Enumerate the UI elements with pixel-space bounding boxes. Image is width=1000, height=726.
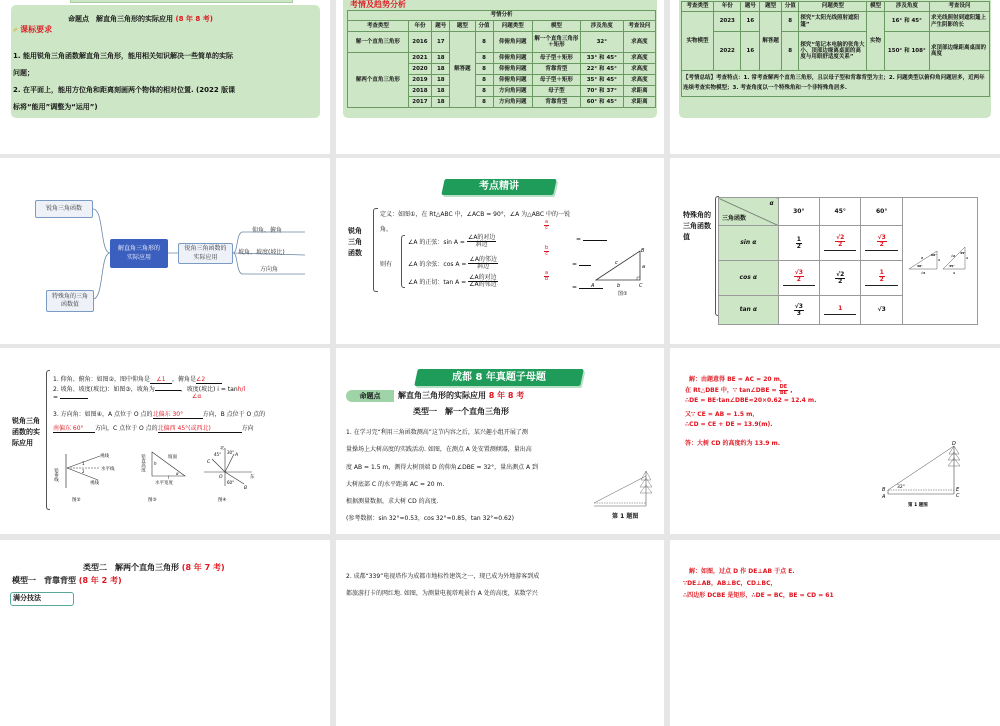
cell: 解答题 — [450, 32, 475, 108]
problem-line: 1. 在学习完“利用三角函数测高”这节内容之后，某兴趣小组开展了测 — [346, 429, 528, 436]
blank-cos: = — [572, 261, 591, 268]
slope-eq: = — [53, 394, 88, 401]
problem-line: 量操场上大树高度的实践活动. 如图，在测点 A 处安置测倾器，量出高 — [346, 446, 532, 453]
problem-line: 大树底部 C 的水平距离 AC = 20 m. — [346, 481, 445, 488]
svg-text:D: D — [952, 441, 956, 447]
slide-thumbnail-12[interactable] — [670, 540, 1000, 726]
direction-line: 3. 方向角：如图④，A 点位于 O 点的北偏东 30° 方向，B 点位于 O 点的 — [53, 411, 266, 418]
solution-line: 解：由题意得 BE = AC = 20 m， — [689, 376, 786, 383]
inner-brace — [401, 235, 405, 288]
func-label: sin α — [719, 225, 779, 260]
slide-thumbnail-10[interactable] — [0, 540, 330, 726]
reference-triangles — [902, 198, 977, 325]
cell: 仰俯角问题 — [493, 75, 532, 86]
brace — [373, 208, 378, 292]
svg-text:A: A — [235, 453, 239, 458]
top-strip — [70, 0, 293, 3]
special-triangles-figure — [907, 245, 973, 275]
cell: 方向角问题 — [493, 86, 532, 97]
tip-box: 满分技法 — [10, 592, 74, 606]
cell: 32° — [580, 32, 623, 53]
cell: 18 — [432, 86, 450, 97]
type-heading: 类型二 解两个直角三角形 (8 年 7 考) — [83, 563, 225, 572]
direction-line-2: 南偏东 60° 方向，C 点位于 O 点的北偏西 45°(或西北) 方向 — [53, 425, 254, 432]
cell: 8 — [475, 75, 493, 86]
cell: 8 — [475, 64, 493, 75]
section-banner: 成都 8 年真题子母题 — [414, 369, 584, 386]
section-heading: ✐ 课标要求 — [13, 25, 53, 34]
svg-text:h: h — [154, 461, 157, 466]
blank-tan: = — [572, 284, 603, 291]
cell: 仰俯角问题 — [493, 53, 532, 64]
topic-tag: 命题点 — [346, 390, 394, 402]
cell: 问题类型 — [799, 2, 867, 12]
cell: 2021 — [408, 53, 432, 64]
table-title: 考情分析 — [348, 11, 656, 21]
svg-text:C: C — [207, 460, 211, 465]
value-cell: $\frac{√2}{2}$ — [820, 225, 861, 260]
cell: 18 — [432, 64, 450, 75]
table-row — [348, 32, 656, 53]
definition-cont: 角， — [380, 226, 393, 233]
solution-line: ∴四边形 DCBE 是矩形，∴DE = BC，BE = CD = 61 — [683, 592, 834, 599]
cell: 题号 — [432, 21, 450, 32]
cell: 求顶部边缘距离桌面的高度 — [930, 32, 990, 71]
node-acute-trig: 锐角三角函数 — [35, 200, 93, 218]
cell: 8 — [475, 32, 493, 53]
svg-text:α: α — [176, 471, 179, 476]
cell: 150° 和 108° — [884, 32, 929, 71]
angle-header: 45° — [820, 198, 861, 226]
cell: 17 — [432, 32, 450, 53]
svg-text:坡面: 坡面 — [168, 455, 177, 460]
cell: 题型 — [450, 21, 475, 32]
angle-header: 60° — [861, 198, 902, 226]
cell: 求高度 — [623, 32, 655, 53]
svg-text:1: 1 — [82, 461, 85, 466]
cell: 母子型＋矩形 — [532, 75, 580, 86]
cell: 2016 — [408, 32, 432, 53]
cell: 2020 — [408, 64, 432, 75]
svg-text:铅垂线: 铅垂线 — [53, 468, 59, 482]
sin-row: ∠A 的正弦：sin A = $\frac{\text{∠A的对边}}{\text{斜边}}$ — [408, 234, 496, 248]
cell: 8 — [782, 12, 799, 32]
slope-line: 2. 坡角、坡度(坡比)：如图③，坡角为 ，坡度(坡比) i = tanh/l — [53, 386, 246, 393]
svg-text:铅直高度: 铅直高度 — [140, 454, 146, 472]
cell: 8 — [475, 97, 493, 108]
topic-label: 锐角三角函数 — [348, 227, 362, 258]
slide-thumbnail-7[interactable] — [0, 348, 330, 534]
solution-line: 解：如图，过点 D 作 DE⊥AB 于点 E. — [689, 568, 795, 575]
svg-text:30°: 30° — [916, 264, 923, 268]
definition: 定义：如图①，在 Rt△ABC 中，∠ACB = 90°，∠A 为△ABC 中的一锐 — [380, 211, 571, 218]
solution-line: ∴DE = BE·tan∠DBE≈20×0.62 = 12.4 m. — [685, 397, 817, 404]
cell: 分值 — [782, 2, 799, 12]
slide-thumbnail-mindmap[interactable] — [0, 158, 330, 344]
slide-thumbnail-3[interactable] — [670, 0, 1000, 154]
exam-analysis-table — [347, 10, 656, 108]
svg-text:1: 1 — [952, 271, 956, 275]
cell: 考查类型 — [348, 21, 409, 32]
answer-sin: $\frac{a}{c}$ — [545, 219, 549, 231]
answer-tan: $\frac{a}{b}$ — [544, 270, 549, 282]
cell: 2017 — [408, 97, 432, 108]
cell: 仰俯角问题 — [493, 32, 532, 53]
section-heading: 考情及趋势分析 — [350, 0, 406, 9]
cell: 求高度 — [623, 75, 655, 86]
topic-label: 特殊角的三角函数值 — [683, 211, 711, 242]
svg-text:c: c — [615, 260, 618, 266]
svg-text:视线: 视线 — [100, 454, 109, 459]
cell: 探究“笔记本电脑的张角大小、顶部边缘离桌面的高度与用眼舒适度关系” — [799, 32, 867, 71]
cell: 33° 和 45° — [580, 53, 623, 64]
cell: 60° 和 45° — [580, 97, 623, 108]
cell: 模型 — [867, 2, 884, 12]
cell: 涉及角度 — [580, 21, 623, 32]
slide-thumbnail-11[interactable] — [336, 540, 664, 726]
title-text: 命题点 解直角三角形的实际应用 — [68, 15, 173, 23]
cell: 求高度 — [623, 53, 655, 64]
slide-thumbnail-2[interactable] — [336, 0, 664, 154]
cell: 年份 — [408, 21, 432, 32]
problem-1-figure — [878, 438, 968, 508]
svg-text:2: 2 — [920, 256, 924, 260]
cell: 探究“太阳光线照射遮阳篷” — [799, 12, 867, 32]
cell: 题号 — [741, 2, 760, 12]
slide-thumbnail-9[interactable] — [670, 348, 1000, 534]
summary-cell: 【考情总结】考查特点：1. 常考查解两个直角三角形，且以母子型和背靠背型为主；2. 问题类型以俯仰角问题居多，近两年连续考查实物模型；3. 考查角度以一个特殊角和一个非特殊角居多. — [682, 71, 990, 97]
cell: 70° 和 37° — [580, 86, 623, 97]
cell: 问题类型 — [493, 21, 532, 32]
title-tag: (8 年 8 考) — [175, 15, 213, 23]
cell: 8 — [475, 53, 493, 64]
tan-row: ∠A 的正切：tan A = $\frac{\text{∠A的对边}}{\text{∠A的邻边}}$ — [408, 274, 497, 288]
svg-text:B: B — [244, 486, 248, 491]
answer-line: 答：大树 CD 的高度约为 13.9 m. — [685, 440, 781, 447]
cell: 仰俯角问题 — [493, 64, 532, 75]
cell: 8 — [475, 86, 493, 97]
cell: 年份 — [714, 2, 741, 12]
svg-text:E: E — [956, 487, 960, 493]
value-cell: $\frac{√2}{2}$ — [820, 260, 861, 295]
value-cell: $\frac{√3}{2}$ — [778, 260, 819, 295]
cell: 方向角问题 — [493, 97, 532, 108]
svg-text:图③: 图③ — [148, 498, 157, 503]
svg-text:B: B — [641, 248, 645, 254]
cell: 16° 和 45° — [884, 12, 929, 32]
node-center: 解直角三角形的实际应用 — [110, 239, 168, 268]
problem-line: 度 AB = 1.5 m，测得大树顶端 D 的仰角∠DBE = 32°，量出测点 A 到 — [346, 464, 539, 471]
svg-text:A: A — [882, 494, 886, 500]
func-label: tan α — [719, 295, 779, 324]
special-angle-table — [718, 197, 978, 325]
model-heading: 模型一 背靠背型 (8 年 2 考) — [12, 576, 122, 585]
text-line: 2. 在平面上，能用方位角和距离刻画两个物体的相对位置. (2022 版课 — [13, 86, 236, 94]
slide-thumbnail-8[interactable] — [336, 348, 664, 534]
cell: 16 — [741, 12, 760, 32]
svg-text:l: l — [168, 475, 170, 480]
svg-text:A: A — [591, 283, 595, 289]
value-cell: $\frac{√3}{2}$ — [861, 225, 902, 260]
svg-text:32°: 32° — [897, 485, 905, 490]
cell: 母子型＋矩形 — [532, 53, 580, 64]
solution-line: ∵DE⊥AB，AB⊥BC，CD⊥BC， — [683, 580, 777, 587]
cell: 考查设问 — [930, 2, 990, 12]
solution-line: 又∵ CE = AB = 1.5 m， — [685, 411, 759, 418]
svg-text:水平线: 水平线 — [101, 467, 115, 472]
cell: 分值 — [475, 21, 493, 32]
svg-text:√3: √3 — [920, 271, 926, 275]
cell: 18 — [432, 75, 450, 86]
cell: 背靠背型 — [532, 64, 580, 75]
problem-line: 2. 成都“339”电视塔作为成都市地标性建筑之一，现已成为外地游客到成 — [346, 573, 540, 580]
svg-text:C: C — [956, 493, 960, 499]
cell: 35° 和 45° — [580, 75, 623, 86]
table-row — [348, 53, 656, 64]
svg-text:30°: 30° — [227, 450, 235, 455]
func-label: cos α — [719, 260, 779, 295]
svg-text:图①: 图① — [618, 291, 628, 297]
cell: 2022 — [714, 32, 741, 71]
cell: 母子型 — [532, 86, 580, 97]
text-line: 标将“能用”调整为“运用”) — [13, 103, 98, 111]
svg-text:第 1 题图: 第 1 题图 — [908, 503, 928, 508]
answer-cos: $\frac{b}{c}$ — [545, 245, 549, 257]
cell: 2023 — [714, 12, 741, 32]
cell: 涉及角度 — [884, 2, 929, 12]
figure-caption: 第 1 题图 — [612, 513, 639, 520]
node-special-values: 特殊角的三角函数值 — [46, 290, 94, 312]
corner-cell: α 三角函数 — [719, 198, 779, 226]
leaf-slope: 坡角、坡度(坡比) — [238, 249, 285, 256]
cell: 2019 — [408, 75, 432, 86]
blank-sin: = — [576, 236, 607, 243]
svg-text:45°: 45° — [959, 251, 966, 255]
svg-text:O: O — [219, 475, 223, 480]
section-banner: 考点精讲 — [441, 179, 556, 195]
svg-text:C: C — [639, 283, 643, 289]
figures-2-3-4 — [52, 446, 262, 508]
topic-label: 锐角三角函数的实际应用 — [12, 417, 40, 447]
leaf-direction: 方向角 — [260, 266, 279, 273]
svg-text:视线: 视线 — [90, 481, 99, 486]
value-cell: $\frac{1}{2}$ — [778, 225, 819, 260]
svg-text:b: b — [617, 283, 621, 289]
cell: 求距离 — [623, 97, 655, 108]
svg-text:√2: √2 — [950, 254, 956, 258]
exam-analysis-table-continued — [681, 1, 990, 97]
problem-line: 都旅游打卡的网红地. 如图，为测量电视塔观景台 A 处的高度，某数学兴 — [346, 590, 538, 597]
svg-text:a: a — [642, 264, 646, 270]
svg-text:东: 东 — [250, 475, 255, 480]
svg-text:水平宽度: 水平宽度 — [155, 481, 173, 486]
cell: 实物模型 — [682, 12, 714, 71]
value-cell: √3 — [861, 295, 902, 324]
slide-thumbnail-6[interactable] — [670, 158, 1000, 344]
cell: 实物 — [867, 12, 884, 71]
svg-text:60°: 60° — [227, 480, 235, 485]
cell: 18 — [432, 53, 450, 64]
svg-text:图②: 图② — [72, 498, 81, 503]
cell: 16 — [741, 32, 760, 71]
svg-text:45°: 45° — [948, 264, 955, 268]
cell: 8 — [782, 32, 799, 71]
cell: 求高度 — [623, 64, 655, 75]
cell: 2018 — [408, 86, 432, 97]
problem-1-figure — [590, 466, 654, 510]
cell: 解一个直角三角形 — [348, 32, 409, 53]
solution-line: ∴CD = CE + DE = 13.9(m). — [685, 421, 773, 428]
cell: 22° 和 45° — [580, 64, 623, 75]
svg-text:1: 1 — [965, 256, 969, 260]
then-label: 则有 — [380, 261, 393, 268]
text-line: 问题； — [13, 69, 34, 77]
cell: 18 — [432, 97, 450, 108]
cell: 考查设问 — [623, 21, 655, 32]
cos-row: ∠A 的余弦：cos A = $\frac{\text{∠A的邻边}}{\text{斜边}}$ — [408, 256, 497, 270]
leaf-elevation: 仰角、俯角 — [252, 227, 283, 234]
cell: 题型 — [760, 2, 782, 12]
problem-line: (参考数据：sin 32°≈0.53，cos 32°≈0.85，tan 32°≈0.62) — [346, 515, 514, 522]
svg-text:北: 北 — [220, 446, 225, 451]
svg-text:B: B — [882, 487, 886, 493]
svg-text:60°: 60° — [930, 253, 937, 257]
figure-1-triangle — [588, 246, 648, 298]
pencil-icon: ✐ — [13, 27, 21, 34]
svg-text:1: 1 — [937, 258, 941, 262]
cell: 背靠背型 — [532, 97, 580, 108]
topic-title: 解直角三角形的实际应用 8 年 8 考 — [398, 391, 525, 400]
svg-text:45°: 45° — [214, 452, 222, 457]
cell: 解一个直角三角形＋矩形 — [532, 32, 580, 53]
cell: 求光线照射到遮阳篷上产生阴影的长 — [930, 12, 990, 32]
node-application: 锐角三角函数的实际应用 — [178, 243, 233, 264]
text-line: 1. 能用锐角三角函数解直角三角形，能用相关知识解决一些简单的实际 — [13, 52, 233, 60]
svg-text:图④: 图④ — [218, 498, 227, 503]
value-cell: $\frac{1}{2}$ — [861, 260, 902, 295]
problem-line: 根据测量数据，求大树 CD 的高度. — [346, 498, 439, 505]
brace — [46, 370, 50, 510]
cell: 解答题 — [760, 12, 782, 71]
cell: 考查类型 — [682, 2, 714, 12]
cell: 解两个直角三角形 — [348, 53, 409, 108]
angle-header: 30° — [778, 198, 819, 226]
slide-thumbnail-1[interactable] — [0, 0, 330, 154]
svg-text:2: 2 — [82, 469, 85, 474]
type-heading: 类型一 解一个直角三角形 — [413, 407, 509, 416]
value-cell: 1 — [820, 295, 861, 324]
cell: 模型 — [532, 21, 580, 32]
solution-line: 在 Rt△DBE 中，∵ tan∠DBE = $\frac{DE}{BE}$ , — [685, 384, 793, 396]
cell: 求距离 — [623, 86, 655, 97]
elevation-line: 1. 仰角、俯角：如图②，图中仰角是 ∠1 ，俯角是∠2 — [53, 374, 222, 384]
slide-thumbnail-5[interactable] — [336, 158, 664, 344]
value-cell: $\frac{√3}{3}$ — [778, 295, 819, 324]
slide-title — [68, 14, 213, 24]
slope-answer: ∠α — [192, 393, 202, 400]
